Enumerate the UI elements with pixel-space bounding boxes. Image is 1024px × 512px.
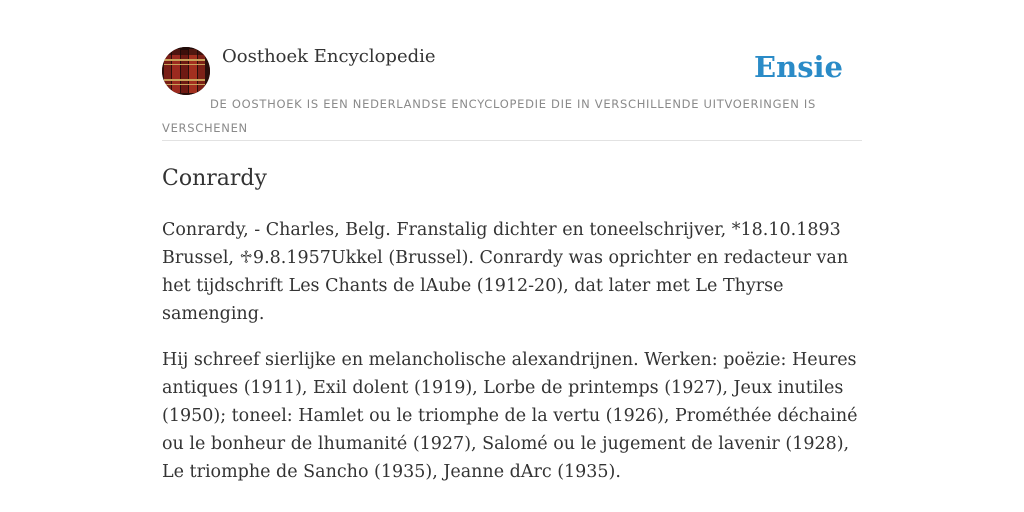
header (162, 44, 862, 141)
article-title: Conrardy (162, 166, 267, 191)
source-name[interactable]: Oosthoek Encyclopedie (222, 46, 436, 67)
article-paragraph: Conrardy, - Charles, Belg. Franstalig dichter en toneelschrijver, *18.10.1893 Brussel, ♱9.8.1957Ukkel (Brussel). Conrardy was oprichter en redacteur van het tijdschrift Les Chants de lAube (1912-20), dat later met Le Thyrse samenging. (162, 220, 849, 324)
article (162, 162, 862, 504)
brand-logo[interactable]: Ensie (754, 50, 843, 84)
encyclopedia-books-icon[interactable] (162, 47, 210, 95)
source-tagline: DE OOSTHOEK IS EEN NEDERLANDSE ENCYCLOPEDIE DIE IN VERSCHILLENDE UITVOERINGEN IS VERSCHENEN (162, 97, 816, 135)
article-paragraph: Hij schreef sierlijke en melancholische alexandrijnen. Werken: poëzie: Heures antiques (1911), Exil dolent (1919), Lorbe de printemps (1927), Jeux inutiles (1950); toneel: Hamlet ou le triomphe de la vertu (1926), Prométhée déchainé ou le bonheur de lhumanité (1927), Salomé ou le jugement de lavenir (1928), Le triomphe de Sancho (1935), Jeanne dArc (1935). (162, 350, 858, 482)
